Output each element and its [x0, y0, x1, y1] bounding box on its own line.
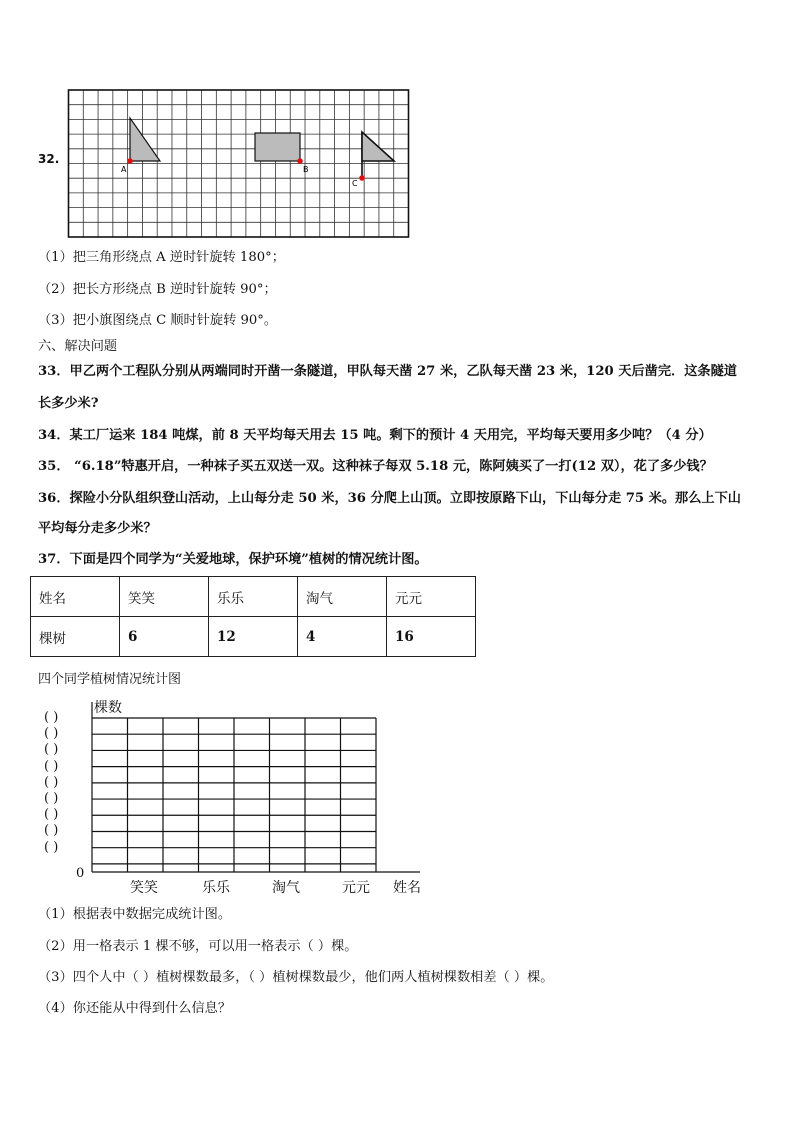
rotation-grid — [66, 88, 412, 240]
y-tick-blank: ( ) — [44, 823, 59, 839]
point-b — [297, 158, 303, 164]
y-tick-blank: ( ) — [44, 791, 59, 807]
y-tick-blank: ( ) — [44, 710, 59, 725]
q37-item-3: （3）四个人中（ ）植树棵数最多，（ ）植树棵数最少，他们两人植树棵数相差（ ）棵。 — [38, 970, 554, 985]
flag-shape — [362, 132, 394, 161]
table-cell: 12 — [209, 617, 298, 657]
y-tick-blank: ( ) — [44, 839, 59, 855]
table-cell: 姓名 — [31, 577, 120, 617]
table-cell: 淘气 — [298, 577, 387, 617]
y-tick-blank: ( ) — [44, 774, 59, 790]
q37-item-2: （2）用一格表示 1 棵不够，可以用一格表示（ ）棵。 — [38, 939, 358, 954]
table-row — [31, 617, 476, 657]
chart-title: 四个同学植树情况统计图 — [38, 672, 182, 687]
y-tick-blank: ( ) — [44, 807, 59, 823]
question-37: 37．下面是四个同学为“关爱地球，保护环境”植树的情况统计图。 — [38, 552, 428, 567]
question-36-line-2: 平均每分走多少米？ — [38, 521, 157, 536]
q32-item-1: （1）把三角形绕点 A 逆时针旋转 180°； — [38, 250, 285, 265]
table-cell: 16 — [387, 617, 476, 657]
question-33-line-2: 长多少米? — [38, 396, 99, 411]
triangle-shape — [130, 118, 160, 161]
bar-chart-grid — [80, 700, 430, 880]
label-a: A — [121, 165, 127, 174]
table-cell: 棵树 — [31, 617, 120, 657]
q37-item-1: （1）根据表中数据完成统计图。 — [38, 907, 232, 922]
point-c — [359, 175, 365, 181]
x-label-xiaoxiao: 笑笑 — [130, 880, 158, 896]
x-axis-label: 姓名 — [393, 880, 421, 896]
q32-item-2: （2）把长方形绕点 B 逆时针旋转 90°； — [38, 282, 277, 297]
chart-y-axis-label: 棵数 — [94, 700, 122, 716]
table-cell: 6 — [120, 617, 209, 657]
question-34: 34．某工厂运来 184 吨煤，前 8 天平均每天用去 15 吨。剩下的预计 4 天用完，平均每天要用多少吨？（4 分） — [38, 428, 712, 443]
question-number-32: 32. — [38, 152, 60, 166]
tree-planting-table — [30, 576, 476, 657]
label-c: C — [352, 179, 358, 188]
table-cell: 元元 — [387, 577, 476, 617]
x-label-lele: 乐乐 — [202, 880, 230, 896]
y-tick-blank: ( ) — [44, 726, 59, 742]
table-cell: 笑笑 — [120, 577, 209, 617]
table-cell: 乐乐 — [209, 577, 298, 617]
x-label-yuanyuan: 元元 — [342, 880, 370, 896]
question-36-line-1: 36．探险小分队组织登山活动，上山每分走 50 米，36 分爬上山顶。立即按原路下山，下山每分走 75 米。那么上下山 — [38, 491, 741, 506]
point-a — [127, 158, 133, 164]
y-tick-blank: ( ) — [44, 758, 59, 774]
section-title: 六、解决问题 — [38, 339, 118, 354]
q32-item-3: （3）把小旗图绕点 C 顺时针旋转 90°。 — [38, 313, 278, 328]
label-b: B — [303, 165, 309, 174]
y-tick-blank: ( ) — [44, 742, 59, 758]
question-33-line-1: 33．甲乙两个工程队分别从两端同时开凿一条隧道，甲队每天凿 27 米，乙队每天凿 23 米，120 天后凿完．这条隧道 — [38, 364, 737, 379]
table-header-row — [31, 577, 476, 617]
chart-origin-label: 0 — [76, 866, 85, 881]
table-cell: 4 — [298, 617, 387, 657]
x-label-taoqi: 淘气 — [272, 880, 300, 896]
question-35: 35． “6.18”特惠开启，一种袜子买五双送一双。这种袜子每双 5.18 元，陈阿姨买了一打(12 双），花了多少钱？ — [38, 459, 713, 474]
q37-item-4: （4）你还能从中得到什么信息？ — [38, 1001, 232, 1016]
grid-lines — [69, 90, 409, 237]
rectangle-shape — [255, 133, 300, 161]
